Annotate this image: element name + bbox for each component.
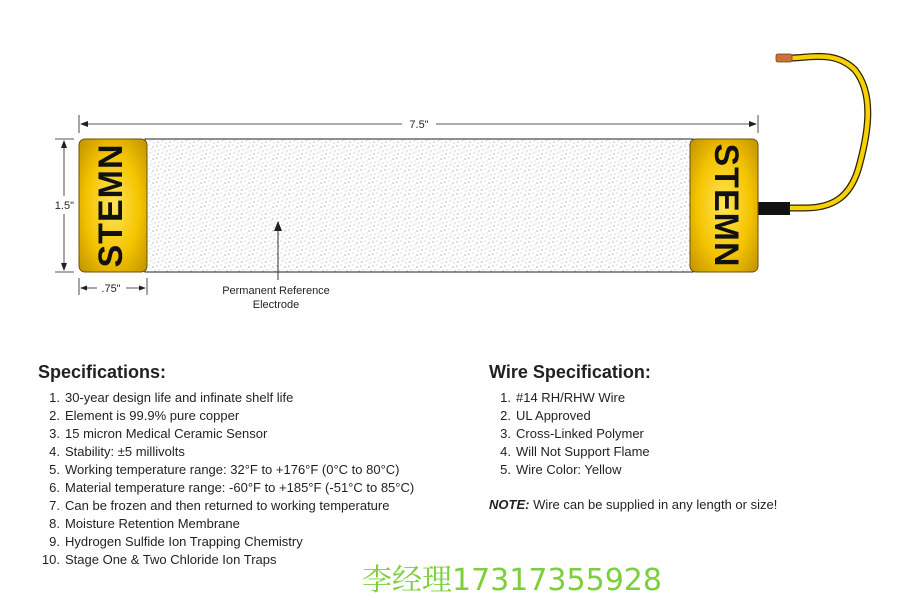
- length-arrow-left: [80, 121, 88, 127]
- electrode-ceramic-body: [145, 139, 693, 272]
- height-label: 1.5": [54, 200, 74, 212]
- list-item: 2. UL Approved: [500, 408, 591, 423]
- contact-watermark: 李经理17317355928: [362, 563, 662, 598]
- specifications-section: [38, 362, 414, 569]
- specifications-title: Specifications:: [38, 362, 167, 382]
- length-label: 7.5": [409, 119, 429, 131]
- length-arrow-right: [749, 121, 757, 127]
- list-item: 5. Working temperature range: 32°F to +176°F (0°C to 80°C): [49, 462, 400, 477]
- right-stemn-logo: [707, 144, 745, 268]
- end-arrow-left: [80, 286, 87, 291]
- list-item: 5. Wire Color: Yellow: [500, 462, 622, 477]
- list-item: 6. Material temperature range: -60°F to +185°F (-51°C to 85°C): [49, 480, 415, 495]
- wire-specification-title: Wire Specification:: [489, 362, 651, 382]
- note-text: Wire can be supplied in any length or size!: [529, 497, 778, 512]
- list-item: 3. 15 micron Medical Ceramic Sensor: [49, 426, 268, 441]
- list-item: 2. Element is 99.9% pure copper: [49, 408, 240, 423]
- annotation-line-2: Electrode: [252, 299, 300, 311]
- height-arrow-top: [61, 140, 67, 148]
- specifications-list: [38, 389, 414, 569]
- left-logo-text: STEMN: [91, 143, 130, 268]
- list-item: 10. Stage One & Two Chloride Ion Traps: [41, 552, 277, 567]
- height-arrow-bottom: [61, 263, 67, 271]
- copper-wire-tip: [776, 54, 792, 62]
- list-item: 7. Can be frozen and then returned to working temperature: [49, 498, 390, 513]
- end-arrow-right: [139, 286, 146, 291]
- list-item: 8. Moisture Retention Membrane: [49, 516, 240, 531]
- list-item: 9. Hydrogen Sulfide Ion Trapping Chemistry: [49, 534, 303, 549]
- yellow-wire-fill: [760, 56, 868, 208]
- annotation-line-1: Permanent Reference: [222, 285, 330, 297]
- right-logo-text: STEMN: [707, 143, 746, 268]
- wire-specification-list: [489, 389, 777, 479]
- wire-sleeve: [756, 202, 790, 215]
- list-item: 1. #14 RH/RHW Wire: [500, 390, 626, 405]
- end-cap-label: .75": [101, 283, 121, 295]
- list-item: 3. Cross-Linked Polymer: [500, 426, 644, 441]
- list-item: 1. 30-year design life and infinate shelf life: [49, 390, 294, 405]
- wire-specification-section: [489, 362, 777, 512]
- note-label: NOTE:: [489, 497, 530, 512]
- list-item: 4. Will Not Support Flame: [500, 444, 650, 459]
- wire-note: [489, 497, 777, 512]
- list-item: 4. Stability: ±5 millivolts: [49, 444, 185, 459]
- left-stemn-logo: [92, 144, 130, 268]
